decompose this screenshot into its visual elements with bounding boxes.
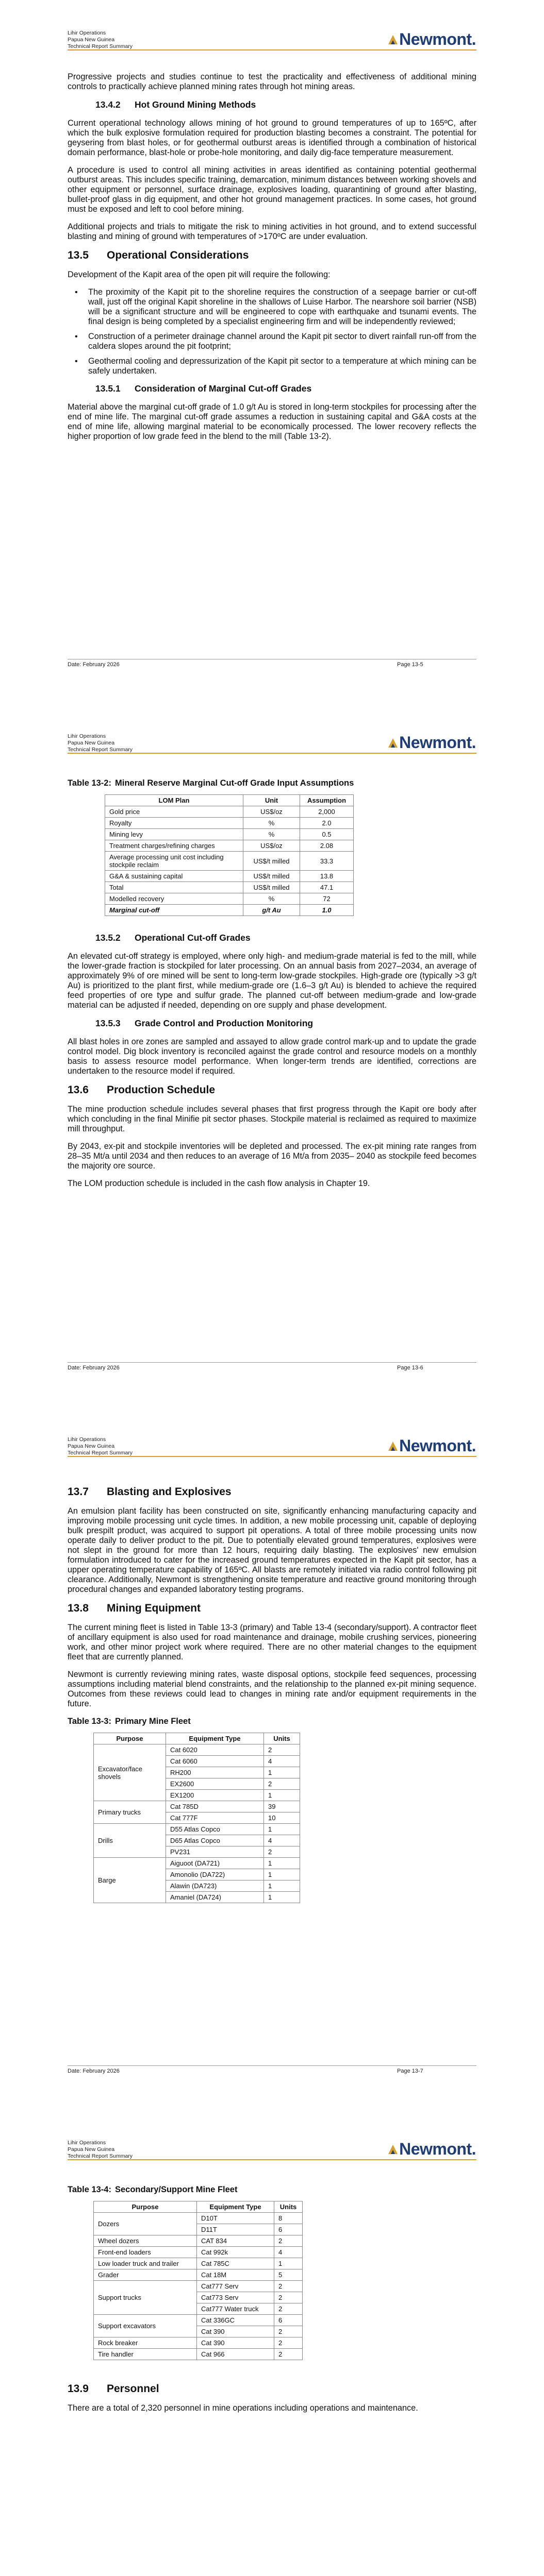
equipment-cell: D11T bbox=[197, 2224, 274, 2235]
units-cell: 1 bbox=[264, 1790, 300, 1801]
footer-rule bbox=[68, 1362, 476, 1363]
section-heading: 13.6 Production Schedule bbox=[68, 1084, 216, 1096]
header-rule bbox=[68, 1456, 476, 1457]
equipment-cell: Aiguoot (DA721) bbox=[166, 1858, 264, 1869]
equipment-cell: Cat 18M bbox=[197, 2269, 274, 2281]
equipment-cell: Cat 6060 bbox=[166, 1756, 264, 1767]
section-heading: 13.7 Blasting and Explosives bbox=[68, 1486, 232, 1498]
units-cell: 8 bbox=[274, 2213, 303, 2224]
page-13-7 bbox=[0, 1406, 544, 2110]
header-rule bbox=[68, 49, 476, 50]
page-13-5 bbox=[0, 0, 544, 703]
page-content bbox=[68, 775, 476, 1196]
units-cell: 1 bbox=[264, 1892, 300, 1903]
purpose-cell: Primary trucks bbox=[94, 1801, 166, 1824]
header-rule bbox=[68, 2159, 476, 2160]
table-caption: Table 13-4: Secondary/Support Mine Fleet bbox=[68, 2185, 238, 2194]
table-caption: Table 13-2: Mineral Reserve Marginal Cut-off Grade Input Assumptions bbox=[68, 778, 354, 788]
header-report: Technical Report Summary bbox=[68, 43, 133, 49]
logo-mark-icon bbox=[387, 34, 399, 45]
units-cell: 4 bbox=[264, 1835, 300, 1846]
table-row bbox=[94, 2269, 303, 2281]
page-header bbox=[68, 30, 133, 50]
equipment-cell: Cat 785C bbox=[197, 2258, 274, 2269]
table-row bbox=[94, 2258, 303, 2269]
purpose-cell: Wheel dozers bbox=[94, 2235, 197, 2247]
equipment-cell: Amaniel (DA724) bbox=[166, 1892, 264, 1903]
paragraph: All blast holes in ore zones are sampled and assayed to allow grade control mark-up and to update the grade control model. Dig block inventory is reconciled against the grade control and resource models on a monthly basis to assess resource model performance. When longer-term trends are identified, corrections are undertaken to the resource model if required. bbox=[68, 1037, 476, 1076]
logo-mark-icon bbox=[387, 1440, 399, 1452]
units-cell: 6 bbox=[274, 2315, 303, 2326]
paragraph: Current operational technology allows mining of hot ground to ground temperatures of up to 165ºC, after which the bulk explosive formulation required for production blasting becomes a constraint. The potential for geysering from blast holes, or for geothermal outburst areas is identified through a combination of historical domain performance, blast-hole or probe-hole monitoring, and daily dig-face temperature measurement. bbox=[68, 118, 476, 157]
units-cell: 5 bbox=[274, 2269, 303, 2281]
newmont-logo: Newmont. bbox=[387, 1436, 476, 1455]
bullet-list bbox=[68, 287, 476, 376]
page-header: Lihir Operations Papua New Guinea Technical Report Summary bbox=[68, 733, 133, 753]
equipment-cell: Cat 390 bbox=[197, 2326, 274, 2337]
purpose-cell: Tire handler bbox=[94, 2349, 197, 2360]
table-row bbox=[94, 2213, 303, 2224]
equipment-cell: CAT 834 bbox=[197, 2235, 274, 2247]
section-heading: 13.4.2 Hot Ground Mining Methods bbox=[95, 99, 256, 110]
table-row bbox=[94, 2337, 303, 2349]
table-row: Mining levy % 0.5 bbox=[105, 829, 354, 840]
section-heading: 13.9 Personnel bbox=[68, 2383, 159, 2395]
units-cell: 1 bbox=[264, 1880, 300, 1892]
header-company: Lihir Operations bbox=[68, 30, 106, 36]
table-row: Marginal cut-off g/t Au 1.0 bbox=[105, 905, 354, 916]
paragraph: An elevated cut-off strategy is employed, where only high- and medium-grade material is fed to the mill, while the lower-grade fraction is stockpiled for later processing. On an annual basis from 2027–2034, an average of approximately 9% of ore mined will be sent to long-term low-grade stockpiles. High-grade ore (typically >3 g/t Au) is prioritized to the plant first, while medium-grade ore (1.6–3 g/t Au) is blended to achieve the required feed properties of ore type and sulfur grade. The planned cut-off between medium-grade and low-grade material can be adjusted if needed, depending on ore supply and phase development. bbox=[68, 952, 476, 1010]
units-cell: 1 bbox=[264, 1824, 300, 1835]
newmont-logo: Newmont. bbox=[387, 2140, 476, 2159]
footer-date: Date: February 2026 bbox=[68, 662, 120, 668]
purpose-cell: Support trucks bbox=[94, 2281, 197, 2315]
units-cell: 2 bbox=[264, 1846, 300, 1858]
units-cell: 4 bbox=[264, 1756, 300, 1767]
paragraph: Newmont is currently reviewing mining rates, waste disposal options, stockpile feed sequences, processing assumptions including material blend constraints, and the relationship to the planned ex-pit mining sequence. Outcomes from these reviews could lead to changes in mining rate and/or equipment requirements in the future. bbox=[68, 1670, 476, 1708]
equipment-cell: D10T bbox=[197, 2213, 274, 2224]
paragraph: A procedure is used to control all mining activities in areas identified as containing potential geothermal outburst areas. This includes specific training, demarcation, minimum distances between working shovels and other equipment or personnel, surface drainage, explosives loading, quarantining of ground after blasting, bullet-proof glass in dig equipment, and other hot ground management practices. In some cases, hot ground must be exposed and left to cool before mining. bbox=[68, 165, 476, 214]
units-cell: 2 bbox=[264, 1744, 300, 1756]
equipment-cell: EX1200 bbox=[166, 1790, 264, 1801]
table-row bbox=[94, 1858, 300, 1869]
table-row: Treatment charges/refining charges US$/oz 2.08 bbox=[105, 840, 354, 852]
page-header: Lihir Operations Papua New Guinea Technical Report Summary bbox=[68, 2140, 133, 2159]
list-item: • Construction of a perimeter drainage channel around the Kapit pit sector to divert rainfall run-off from the caldera slopes around the pit footprint; bbox=[68, 332, 476, 351]
header-rule bbox=[68, 753, 476, 754]
paragraph: The mine production schedule includes several phases that first progress through the Kapit ore body after which concluding in the final Minifie pit sector phases. Stockpile material is reclaimed as required to maximize mill throughput. bbox=[68, 1105, 476, 1133]
units-cell: 2 bbox=[274, 2349, 303, 2360]
footer-page: Page 13-7 bbox=[397, 2068, 423, 2074]
paragraph: There are a total of 2,320 personnel in mine operations including operations and maintenance. bbox=[68, 2403, 418, 2413]
list-item: • Geothermal cooling and depressurization of the Kapit pit sector to a temperature at which mining can be safely undertaken. bbox=[68, 357, 476, 376]
paragraph: The current mining fleet is listed in Table 13-3 (primary) and Table 13-4 (secondary/support). A contractor fleet of ancillary equipment is also used for road maintenance and drainage, mobile crushing services, pioneering work, and other minor project work where required. There are no other material changes to the equipment fleet that are currently planned. bbox=[68, 1623, 476, 1662]
footer-rule bbox=[68, 2065, 476, 2066]
cutoff-grade-table: LOM Plan Unit Assumption Gold price US$/oz 2,000 Royalty % 2.0 Mining levy % 0.5 Treatment charges/refining charges US$/oz 2.08 Average processing unit cost including stockpile reclaim US$/t milled 33.3 G&A & sustaining capital US$/t milled 13.8 Total US$/t milled 47.1 Modelled recovery % 72 Marginal cut-off g/t Au 1.0 bbox=[105, 794, 354, 916]
units-cell: 2 bbox=[274, 2281, 303, 2292]
units-cell: 1 bbox=[264, 1869, 300, 1880]
paragraph: Additional projects and trials to mitigate the risk to mining activities in hot ground, and to extend successful blasting and mining of ground with temperatures of >170ºC are under evaluation. bbox=[68, 222, 476, 241]
section-heading: 13.8 Mining Equipment bbox=[68, 1602, 201, 1614]
equipment-cell: Alawin (DA723) bbox=[166, 1880, 264, 1892]
table-row bbox=[94, 2315, 303, 2326]
logo-mark-icon bbox=[387, 737, 399, 749]
equipment-cell: Cat 785D bbox=[166, 1801, 264, 1812]
footer-page: Page 13-5 bbox=[397, 662, 423, 668]
page-content bbox=[68, 1479, 476, 1903]
equipment-cell: Cat773 Serv bbox=[197, 2292, 274, 2303]
table-row: G&A & sustaining capital US$/t milled 13.8 bbox=[105, 871, 354, 882]
purpose-cell: Front-end loaders bbox=[94, 2247, 197, 2258]
section-heading: 13.5.3 Grade Control and Production Monitoring bbox=[95, 1018, 314, 1028]
paragraph: Progressive projects and studies continue to test the practicality and effectiveness of additional mining controls to practically achieve planned mining rates through hot mining areas. bbox=[68, 72, 476, 91]
table-row: Royalty % 2.0 bbox=[105, 818, 354, 829]
list-item: • The proximity of the Kapit pit to the shoreline requires the construction of a seepage barrier or cut-off wall, just off the original Kapit shoreline in the shallows of Luise Harbor. The nearshore soil barrier (NSB) will be a significant structure and will be engineered to cope with earthquake and tsunami events. The final design is being completed by a specialist engineering firm and will be independently reviewed; bbox=[68, 287, 476, 327]
newmont-logo: Newmont. bbox=[387, 733, 476, 752]
header-country: Papua New Guinea bbox=[68, 37, 115, 43]
equipment-cell: Cat 777F bbox=[166, 1812, 264, 1824]
section-heading: 13.5.1 Consideration of Marginal Cut-off Grades bbox=[95, 383, 312, 394]
purpose-cell: Low loader truck and trailer bbox=[94, 2258, 197, 2269]
equipment-cell: EX2600 bbox=[166, 1778, 264, 1790]
units-cell: 39 bbox=[264, 1801, 300, 1812]
table-row bbox=[94, 1824, 300, 1835]
table-row bbox=[94, 2281, 303, 2292]
purpose-cell: Grader bbox=[94, 2269, 197, 2281]
table-row bbox=[94, 2349, 303, 2360]
units-cell: 2 bbox=[274, 2292, 303, 2303]
page-13-6 bbox=[0, 703, 544, 1406]
units-cell: 2 bbox=[274, 2235, 303, 2247]
paragraph: The LOM production schedule is included in the cash flow analysis in Chapter 19. bbox=[68, 1179, 370, 1188]
footer-page: Page 13-6 bbox=[397, 1365, 423, 1371]
purpose-cell: Support excavators bbox=[94, 2315, 197, 2337]
support-fleet-table: Purpose Equipment Type Units Dozers D10T 8 D11T 6 Wheel dozers CAT 834 2 Front-end loaders Cat 992k 4 Low loader truck and trailer Cat 785C 1 Grader Cat 18M 5 Support trucks Cat777 Serv 2 Cat773 Serv 2 Cat777 Water truck 2 Support excavators Cat 336GC 6 Cat 390 2 Rock breaker Cat 390 2 Tire handler Cat 966 2 bbox=[93, 2201, 303, 2360]
paragraph: Development of the Kapit area of the open pit will require the following: bbox=[68, 270, 331, 279]
units-cell: 1 bbox=[274, 2258, 303, 2269]
page-content bbox=[68, 72, 476, 449]
section-heading: 13.5 Operational Considerations bbox=[68, 249, 249, 261]
logo-mark-icon bbox=[387, 2144, 399, 2155]
table-row: Average processing unit cost including stockpile reclaim US$/t milled 33.3 bbox=[105, 852, 354, 871]
paragraph: Material above the marginal cut-off grade of 1.0 g/t Au is stored in long-term stockpiles for processing after the end of mine life. The marginal cut-off grade assumes a reduction in sustaining capital and G&A costs at the end of mine life, allowing marginal material to be economically processed. The lower recovery reflects the higher proportion of low grade feed in the blend to the mill (Table 13-2). bbox=[68, 402, 476, 441]
units-cell: 10 bbox=[264, 1812, 300, 1824]
units-cell: 2 bbox=[274, 2337, 303, 2349]
equipment-cell: Amonolio (DA722) bbox=[166, 1869, 264, 1880]
purpose-cell: Excavator/face shovels bbox=[94, 1744, 166, 1801]
units-cell: 2 bbox=[274, 2326, 303, 2337]
page-header: Lihir Operations Papua New Guinea Technical Report Summary bbox=[68, 1436, 133, 1456]
units-cell: 1 bbox=[264, 1858, 300, 1869]
footer-date: Date: February 2026 bbox=[68, 1365, 120, 1371]
page-content bbox=[68, 2182, 476, 2421]
table-row: Gold price US$/oz 2,000 bbox=[105, 806, 354, 818]
units-cell: 6 bbox=[274, 2224, 303, 2235]
page-13-8 bbox=[0, 2110, 544, 2576]
purpose-cell: Drills bbox=[94, 1824, 166, 1858]
equipment-cell: Cat 336GC bbox=[197, 2315, 274, 2326]
equipment-cell: Cat 966 bbox=[197, 2349, 274, 2360]
section-heading: 13.5.2 Operational Cut-off Grades bbox=[95, 933, 251, 943]
table-row: Modelled recovery % 72 bbox=[105, 893, 354, 905]
primary-fleet-table: Purpose Equipment Type Units Excavator/face shovels Cat 6020 2 Cat 6060 4 RH200 1 EX2600 2 EX1200 1 Primary trucks Cat 785D 39 Cat 777F 10 Drills D55 Atlas Copco 1 D65 Atlas Copco 4 PV231 2 Barge Aiguoot (DA721) 1 Amonolio (DA722) 1 Alawin (DA723) 1 Amaniel (DA724) 1 bbox=[93, 1733, 300, 1903]
table-row bbox=[94, 1801, 300, 1812]
units-cell: 1 bbox=[264, 1767, 300, 1778]
newmont-logo: Newmont. bbox=[387, 30, 476, 49]
purpose-cell: Barge bbox=[94, 1858, 166, 1903]
footer-date: Date: February 2026 bbox=[68, 2068, 120, 2074]
equipment-cell: PV231 bbox=[166, 1846, 264, 1858]
equipment-cell: Cat 390 bbox=[197, 2337, 274, 2349]
table-row bbox=[94, 2235, 303, 2247]
equipment-cell: Cat 992k bbox=[197, 2247, 274, 2258]
units-cell: 2 bbox=[264, 1778, 300, 1790]
equipment-cell: Cat777 Serv bbox=[197, 2281, 274, 2292]
units-cell: 2 bbox=[274, 2303, 303, 2315]
purpose-cell: Dozers bbox=[94, 2213, 197, 2235]
table-row bbox=[94, 2247, 303, 2258]
equipment-cell: Cat 6020 bbox=[166, 1744, 264, 1756]
equipment-cell: D65 Atlas Copco bbox=[166, 1835, 264, 1846]
paragraph: An emulsion plant facility has been constructed on site, significantly enhancing manufacturing capacity and improving mobile processing unit cycle times. In addition, a new mobile processing unit, capable of deploying bulk prespilt product, was acquired to support pit operations. A total of three mobile processing units now operate daily to deliver product to the pit. Due to potentially elevated ground temperatures, explosives were not slept in the ground for more than 12 hours, requiring daily blasting. The explosives' new emulsion formulation introduced to cater for the increased ground temperatures expected in the Kapit pit sector, has a upper operating temperature capability of 165ºC. All blasts are remotely initiated via radio control following pit clearance. Additionally, Newmont is strengthening onsite temperature and reactive ground monitoring through procedural changes and expanded laboratory testing programs. bbox=[68, 1506, 476, 1594]
table-row: Total US$/t milled 47.1 bbox=[105, 882, 354, 893]
table-caption: Table 13-3: Primary Mine Fleet bbox=[68, 1717, 191, 1726]
equipment-cell: RH200 bbox=[166, 1767, 264, 1778]
equipment-cell: Cat777 Water truck bbox=[197, 2303, 274, 2315]
table-row bbox=[94, 1744, 300, 1756]
paragraph: By 2043, ex-pit and stockpile inventories will be depleted and processed. The ex-pit mining rate ranges from 28–35 Mt/a until 2034 and then reduces to an average of 16 Mt/a from 2035– 2040 as stockpile feed becomes the majority ore source. bbox=[68, 1142, 476, 1171]
units-cell: 4 bbox=[274, 2247, 303, 2258]
equipment-cell: D55 Atlas Copco bbox=[166, 1824, 264, 1835]
purpose-cell: Rock breaker bbox=[94, 2337, 197, 2349]
